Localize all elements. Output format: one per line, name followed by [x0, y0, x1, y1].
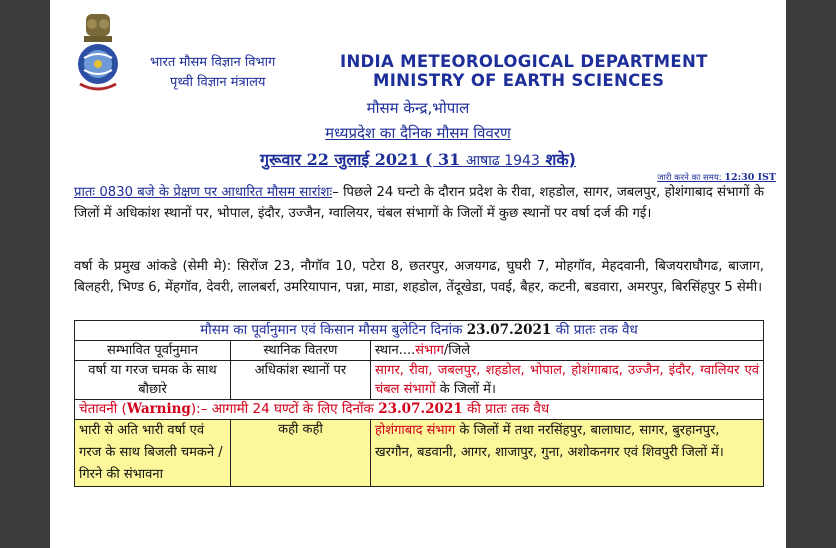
- warning-text-suffix: की प्रातः तक वैध: [462, 401, 550, 417]
- col-header-places: [371, 341, 764, 361]
- warning-title: [75, 400, 764, 420]
- forecast-title-suffix: की प्रातः तक वैध: [551, 322, 638, 338]
- col-header-places-red: संभाग: [415, 343, 444, 358]
- forecast-title: [75, 321, 764, 341]
- table-row: [75, 361, 764, 400]
- col-header-places-suffix: /जिले: [443, 343, 471, 358]
- warning-places-red: होशंगाबाद संभाग: [375, 423, 456, 438]
- col-header-forecast: सम्भावित पूर्वानुमान: [75, 341, 231, 361]
- hindi-ministry-name: पृथ्वी विज्ञान मंत्रालय: [170, 75, 266, 90]
- forecast-header-row: [75, 341, 764, 361]
- table-row: [75, 420, 764, 487]
- bulletin-page: [50, 0, 786, 548]
- places-cell: [371, 361, 764, 400]
- forecast-type-cell: वर्षा या गरज चमक के साथ बौछारे: [75, 361, 231, 400]
- warning-label-prefix: चेतावनी (: [79, 401, 127, 417]
- forecast-table: [74, 320, 764, 487]
- col-header-places-prefix: स्थान....: [375, 343, 416, 358]
- issue-time: [657, 172, 776, 183]
- summary-text: – पिछले 24 घन्टो के दौरान प्रदेश के रीवा, शहडोल, सागर, जबलपुर, होशंगाबाद संभागों के जिलों में अधिकांश स्थानों पर, भोपाल, इंदौर, उज्जैन, ग्वालियर, चंबल संभागों के जिलों में कुछ स्थानों पर वर्षा दर्ज की गई।: [74, 185, 764, 221]
- warning-title-row: [75, 400, 764, 420]
- places-suffix: के जिलों में।: [435, 382, 496, 397]
- warning-places-text: के जिलों में तथा नरसिंहपुर, बालाघाट, सागर, बुरहानपुर, खरगौन, बडवानी, आगर, शाजापुर, गुना, अशोकनगर एवं शिवपुरी जिलों में।: [375, 423, 724, 460]
- rainfall-label: वर्षा के प्रमुख आंकडे (सेमी मे):: [74, 259, 238, 274]
- forecast-title-date: 23.07.2021: [466, 322, 552, 338]
- places-red: सागर, रीवा, जबलपुर, शहडोल, भोपाल, होशंगाबाद, उज्जैन, इंदौर, ग्वालियर एवं चंबल संभागों: [375, 363, 759, 397]
- summary-heading: प्रातः 0830 बजे के प्रेक्षण पर आधारित मौसम सारांशः: [74, 185, 333, 200]
- summary-paragraph: [74, 183, 764, 224]
- report-date: [50, 148, 786, 170]
- national-emblem-icon: [72, 12, 124, 96]
- warning-places-cell: [371, 420, 764, 487]
- forecast-title-row: [75, 321, 764, 341]
- rainfall-text: सिरोंज 23, नौगॉव 10, पटेरा 8, छतरपुर, अजयगढ, घुघरी 7, मोहगॉव, मेहदवानी, बिजयराघौगढ, बाजाग, बिलहरी, भिण्ड 6, मेंहगॉव, देवरी, लालबर्रा, उमरियापान, पन्ना, माडा, शहडोल, तेंदूखेडा, पवई, बैहर, कटनी, बडवारा, अमरपुर, बिरसिंहपुर 5 सेमी।: [74, 259, 764, 295]
- date-main: 22 जुलाई 2021 ( 31: [306, 150, 466, 169]
- col-header-distribution: स्थानिक वितरण: [231, 341, 371, 361]
- english-ministry-name: MINISTRY OF EARTH SCIENCES: [373, 71, 665, 90]
- warning-text-prefix: – आगामी 24 घण्टों के लिए दिनॉक: [200, 401, 379, 417]
- hindi-department-name: भारत मौसम विज्ञान विभाग: [150, 55, 276, 70]
- warning-label-suffix: ):: [190, 401, 201, 417]
- issue-time-value: 12:30 IST: [724, 172, 776, 183]
- forecast-title-prefix: मौसम का पूर्वानुमान एवं किसान मौसम बुलेटिन दिनांक: [200, 322, 467, 338]
- centre-title: मौसम केन्द्र,भोपाल: [366, 99, 470, 117]
- warning-distribution-cell: कही कही: [231, 420, 371, 487]
- english-department-name: INDIA METEOROLOGICAL DEPARTMENT: [340, 52, 708, 71]
- date-prefix: गुरूवार: [260, 150, 307, 169]
- issue-time-label: जारी करने का समय:: [657, 173, 725, 183]
- date-suffix: शके): [539, 150, 576, 169]
- report-title: मध्यप्रदेश का दैनिक मौसम विवरण: [325, 124, 511, 142]
- distribution-cell: अधिकांश स्थानों पर: [231, 361, 371, 400]
- rainfall-paragraph: [74, 257, 764, 298]
- warning-date: 23.07.2021: [378, 401, 463, 417]
- date-month: आषाढ 1943: [465, 153, 540, 169]
- warning-label-word: Warning: [126, 401, 191, 417]
- warning-type-cell: भारी से अति भारी वर्षा एवं गरज के साथ बिजली चमकने / गिरने की संभावना: [75, 420, 231, 487]
